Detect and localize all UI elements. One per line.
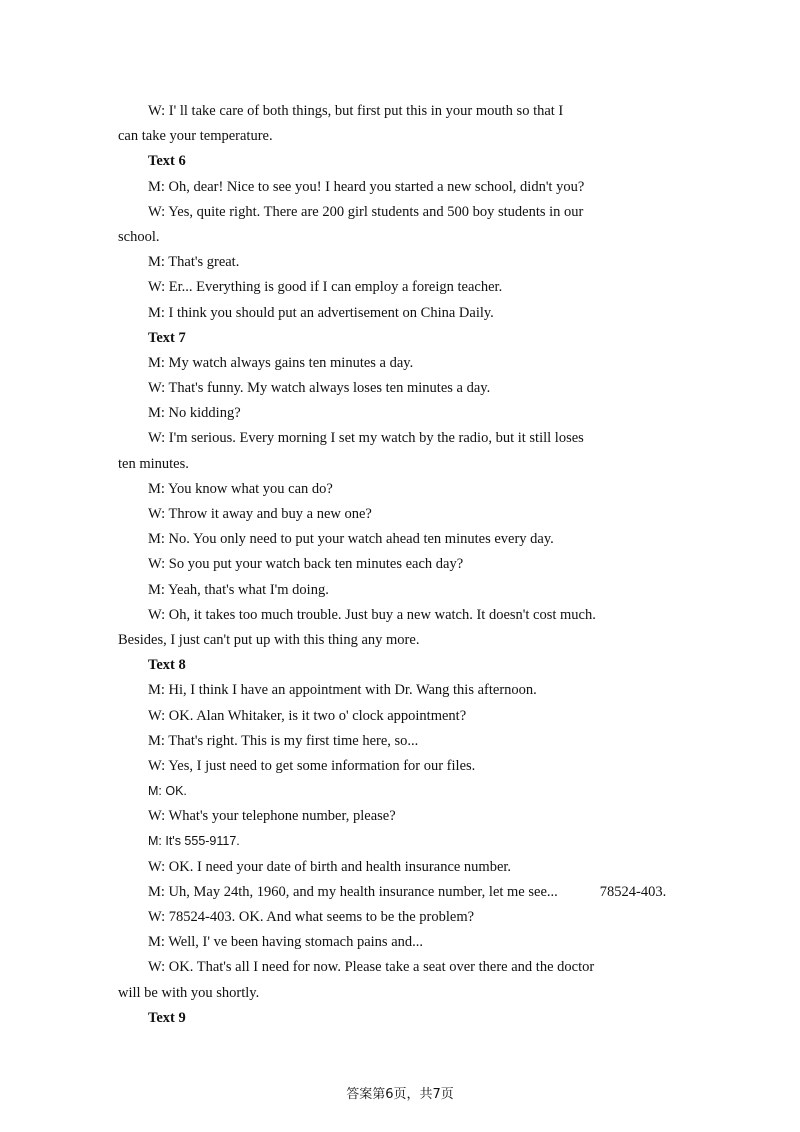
- page-footer: 答案第6页，共7页: [346, 1087, 454, 1102]
- dialogue-line: Besides, I just can't put up with this thing any more.: [118, 631, 420, 648]
- dialogue-line: M: That's great.: [148, 254, 240, 271]
- dialogue-line: W: OK. That's all I need for now. Please take a seat over there and the doctor: [148, 959, 595, 976]
- insurance-number: 78524-403.: [599, 883, 667, 900]
- section-heading: Text 9: [148, 1009, 186, 1026]
- dialogue-line: W: OK. I need your date of birth and health insurance number.: [148, 858, 512, 875]
- dialogue-text: M: Uh, May 24th, 1960, and my health insurance number, let me see...: [148, 883, 558, 900]
- dialogue-line: M: Yeah, that's what I'm doing.: [148, 581, 329, 598]
- dialogue-line: M: OK.: [148, 784, 187, 799]
- section-heading: Text 6: [148, 153, 186, 170]
- dialogue-line: W: So you put your watch back ten minutes each day?: [148, 556, 464, 573]
- dialogue-line: ten minutes.: [118, 455, 189, 472]
- dialogue-line: can take your temperature.: [118, 128, 273, 145]
- dialogue-line: M: No. You only need to put your watch ahead ten minutes every day.: [148, 531, 554, 548]
- dialogue-line: M: Oh, dear! Nice to see you! I heard you started a new school, didn't you?: [148, 178, 585, 195]
- dialogue-line: W: OK. Alan Whitaker, is it two o' clock appointment?: [148, 707, 467, 724]
- dialogue-line: W: Yes, I just need to get some information for our files.: [148, 757, 476, 774]
- dialogue-line: will be with you shortly.: [118, 984, 260, 1001]
- dialogue-line: W: I' ll take care of both things, but first put this in your mouth so that I: [148, 103, 564, 119]
- dialogue-line: [118, 880, 666, 905]
- dialogue-line: school.: [118, 228, 160, 245]
- transcript-body: [118, 99, 666, 1031]
- section-heading: Text 7: [148, 329, 186, 346]
- dialogue-line: M: You know what you can do?: [148, 480, 333, 497]
- section-heading: Text 8: [148, 657, 186, 674]
- dialogue-line: W: That's funny. My watch always loses ten minutes a day.: [148, 380, 491, 397]
- dialogue-line: W: Oh, it takes too much trouble. Just buy a new watch. It doesn't cost much.: [148, 606, 596, 623]
- dialogue-line: W: I'm serious. Every morning I set my watch by the radio, but it still loses: [148, 430, 584, 447]
- dialogue-line: W: Yes, quite right. There are 200 girl students and 500 boy students in our: [148, 203, 584, 220]
- dialogue-line: M: Hi, I think I have an appointment with Dr. Wang this afternoon.: [148, 682, 537, 699]
- dialogue-line: M: My watch always gains ten minutes a day.: [148, 354, 414, 371]
- dialogue-line: W: 78524-403. OK. And what seems to be the problem?: [148, 909, 475, 925]
- dialogue-line: M: Well, I' ve been having stomach pains and...: [148, 934, 424, 951]
- dialogue-line: M: No kidding?: [148, 405, 241, 422]
- dialogue-line: M: It's 555-9117.: [148, 834, 240, 849]
- dialogue-line: M: That's right. This is my first time here, so...: [148, 732, 419, 749]
- dialogue-line: W: Throw it away and buy a new one?: [148, 506, 372, 522]
- dialogue-line: M: I think you should put an advertisement on China Daily.: [148, 304, 494, 321]
- dialogue-line: W: What's your telephone number, please?: [148, 808, 396, 825]
- dialogue-line: W: Er... Everything is good if I can employ a foreign teacher.: [148, 279, 503, 296]
